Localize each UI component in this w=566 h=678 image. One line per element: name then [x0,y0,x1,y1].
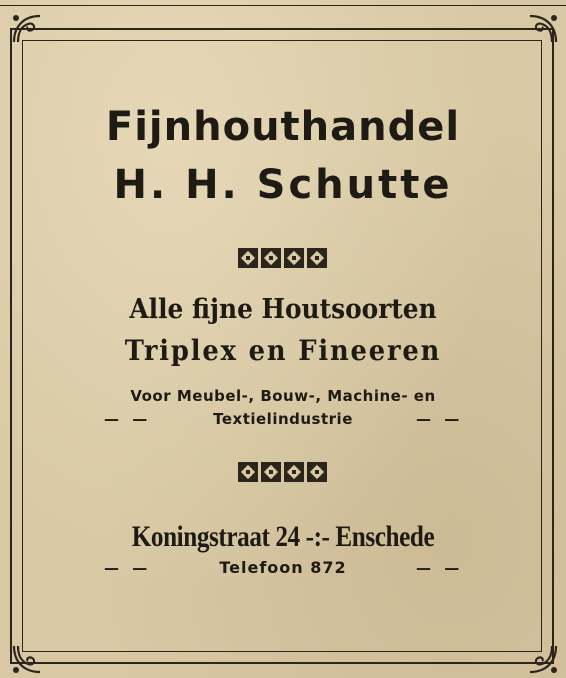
square-ornament-row [238,462,327,484]
square-ornament-icon [238,248,258,268]
square-ornament-row [238,248,327,270]
dash-mark: — — [104,559,152,577]
square-ornament-icon [261,248,281,268]
dash-mark: — — [416,559,464,577]
corner-flourish-icon [526,12,560,46]
square-ornament-icon [284,248,304,268]
company-name: Fijnhouthandel [105,104,461,150]
address: Koningstraat 24 -:- Enschede [131,520,435,553]
slogan-line-2: Triplex en Fineeren [124,334,442,367]
square-ornament-icon [261,462,281,482]
corner-flourish-icon [526,642,560,676]
corner-flourish-icon [10,642,44,676]
square-ornament-icon [284,462,304,482]
owner-name: H. H. Schutte [113,162,453,208]
slogan-line-1: Alle fijne Houtsoorten [129,294,437,325]
phone-number: Telefoon 872 [219,558,347,577]
industries-line-2: Textielindustrie [213,410,353,428]
square-ornament-icon [238,462,258,482]
dash-mark: — — [416,410,464,428]
square-ornament-icon [307,248,327,268]
top-rule [0,5,566,6]
square-ornament-icon [307,462,327,482]
industries-line-1: Voor Meubel-, Bouw-, Machine- en [130,387,436,405]
dash-mark: — — [104,410,152,428]
corner-flourish-icon [10,12,44,46]
